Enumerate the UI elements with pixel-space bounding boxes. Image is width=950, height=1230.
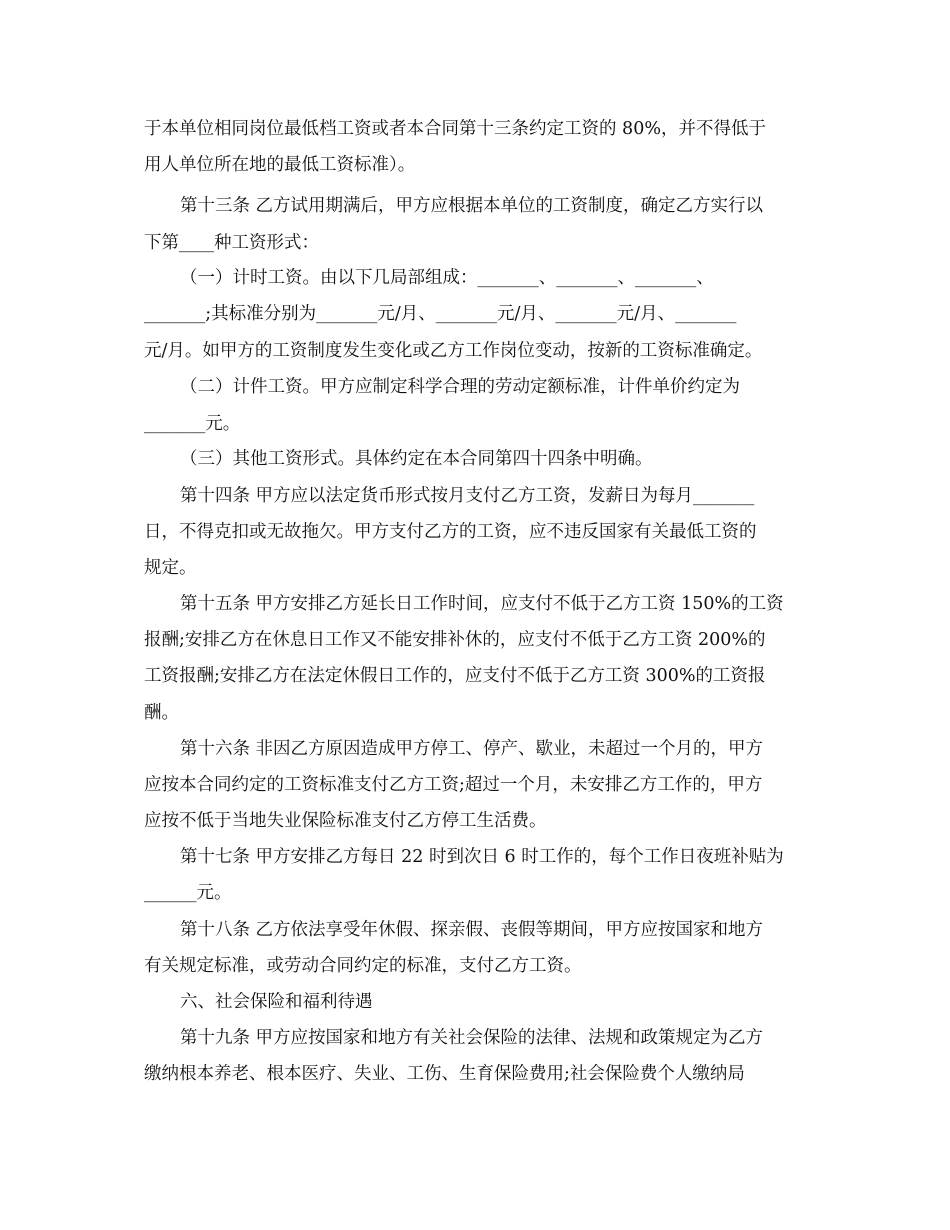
text-line: 有关规定标准，或劳动合同约定的标准，支付乙方工资。 <box>144 956 582 976</box>
text-line: 规定。 <box>144 558 197 578</box>
text-line: 用人单位所在地的最低工资标准）。 <box>144 155 416 175</box>
text-line: 酬。 <box>144 703 179 723</box>
text-line: 应按本合同约定的工资标准支付乙方工资;超过一个月，未安排乙方工作的，甲方 <box>144 775 763 795</box>
text-line: ______元。 <box>144 883 232 903</box>
text-line: 于本单位相同岗位最低档工资或者本合同第十三条约定工资的 80%，并不得低于 <box>144 119 766 139</box>
text-line: 日，不得克扣或无故拖欠。甲方支付乙方的工资，应不违反国家有关最低工资的 <box>144 522 757 542</box>
text-line: 第十五条 甲方安排乙方延长日工作时间，应支付不低于乙方工资 150%的工资 <box>180 594 784 614</box>
text-line: 第十九条 甲方应按国家和地方有关社会保险的法律、法规和政策规定为乙方 <box>180 1028 764 1048</box>
text-line: 应按不低于当地失业保险标准支付乙方停工生活费。 <box>144 811 547 831</box>
text-line: _______元。 <box>144 414 241 434</box>
section-heading: 六、社会保险和福利待遇 <box>180 992 373 1012</box>
text-line: 元/月。如甲方的工资制度发生变化或乙方工作岗位变动，按新的工资标准确定。 <box>144 341 763 361</box>
text-line: 报酬;安排乙方在休息日工作又不能安排补休的，应支付不低于乙方工资 200%的 <box>144 630 766 650</box>
text-line: 下第____种工资形式： <box>144 233 319 253</box>
text-line: 第十六条 非因乙方原因造成甲方停工、停产、歇业，未超过一个月的，甲方 <box>180 739 764 759</box>
text-line: _______;其标准分别为_______元/月、_______元/月、_______元/月、_______ <box>144 304 737 324</box>
text-line: 工资报酬;安排乙方在法定休假日工作的，应支付不低于乙方工资 300%的工资报 <box>144 666 766 686</box>
text-line: 第十八条 乙方依法享受年休假、探亲假、丧假等期间，甲方应按国家和地方 <box>180 920 764 940</box>
text-line: 第十七条 甲方安排乙方每日 22 时到次日 6 时工作的，每个工作日夜班补贴为 <box>180 847 784 867</box>
text-line: 第十四条 甲方应以法定货币形式按月支付乙方工资，发薪日为每月_______ <box>180 486 755 506</box>
text-line: 第十三条 乙方试用期满后，甲方应根据本单位的工资制度，确定乙方实行以 <box>180 196 764 216</box>
text-line: （一）计时工资。由以下几局部组成：_______、_______、_______、 <box>180 268 714 288</box>
text-line: 缴纳根本养老、根本医疗、失业、工伤、生育保险费用;社会保险费个人缴纳局 <box>144 1064 745 1084</box>
text-line: （三）其他工资形式。具体约定在本合同第四十四条中明确。 <box>180 449 653 469</box>
text-line: （二）计件工资。甲方应制定科学合理的劳动定额标准，计件单价约定为 <box>180 377 740 397</box>
